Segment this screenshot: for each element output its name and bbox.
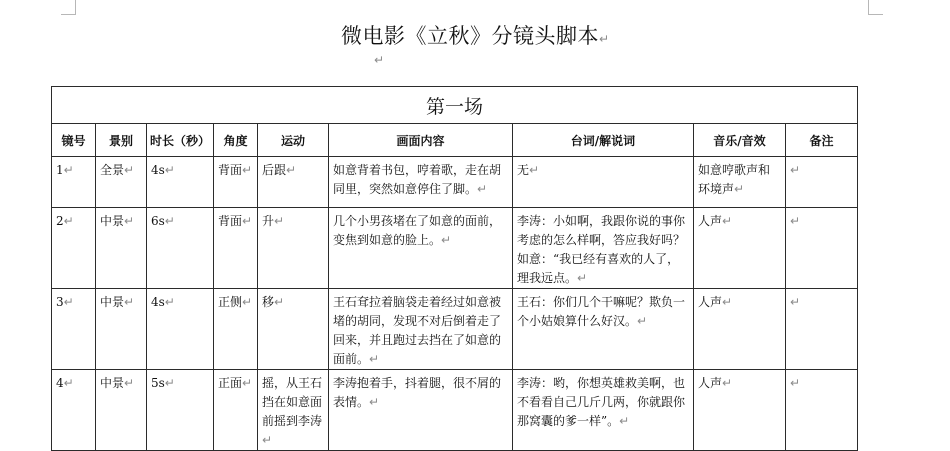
table-cell [96,370,147,451]
table-cell [694,157,786,208]
return-mark-icon: ↵ [124,214,135,228]
cell-text: 3 [56,295,64,309]
cell-text: 正面 [218,376,243,390]
return-mark-icon: ↵ [369,395,380,409]
cell-text: 王石耷拉着脑袋走着经过如意被堵的胡同，发现不对后倒着走了回来，并且跑过去挡在了如意的面前。 [333,295,502,366]
table-cell [214,370,258,451]
return-mark-icon: ↵ [477,182,488,196]
return-mark-icon: ↵ [242,376,253,390]
return-mark-icon: ↵ [124,163,135,177]
storyboard-table [51,86,858,451]
cell-text: 中景 [100,376,125,390]
cell-text: 4s [151,295,165,309]
return-mark-icon: ↵ [722,376,733,390]
cell-text: 人声 [698,376,723,390]
cell-text: 人声 [698,214,723,228]
return-mark-icon: ↵ [242,163,253,177]
table-cell [214,157,258,208]
return-mark-icon: ↵ [369,352,380,366]
cell-text: 移 [262,295,275,309]
table-row [52,208,858,289]
cell-text: 王石：你们几个干嘛呢？欺负一个小姑娘算什么好汉。 [517,295,686,328]
header-cell: 台词/解说词 [513,124,694,157]
table-cell [147,289,214,370]
return-mark-icon: ↵ [722,214,733,228]
table-cell [329,208,513,289]
return-mark-icon: ↵ [63,295,74,309]
cell-text: 背面 [218,163,243,177]
table-cell [694,208,786,289]
cell-text: 李涛：小如啊，我跟你说的事你考虑的怎么样啊，答应我好吗？如意：“我已经有喜欢的人了，理我远点。 [517,214,686,285]
header-cell: 角度 [214,124,258,157]
table-cell [694,370,786,451]
table-cell [513,208,694,289]
header-cell: 镜号 [52,124,96,157]
cell-text: 李涛抱着手，抖着腿，很不屑的表情。 [333,376,502,409]
cell-text: 中景 [100,214,125,228]
cell-text: 后跟 [262,163,287,177]
cell-text: 几个小男孩堵在了如意的面前，变焦到如意的脸上。 [333,214,502,247]
return-mark-icon: ↵ [790,376,801,390]
table-cell [52,208,96,289]
page-corner-mark [61,0,76,15]
cell-text: 背面 [218,214,243,228]
table-cell [214,289,258,370]
return-mark-icon: ↵ [164,163,175,177]
cell-text: 2 [56,214,64,228]
cell-text: 摇，从王石挡在如意面前摇到李涛 [262,376,323,428]
return-mark-icon: ↵ [790,214,801,228]
header-cell: 运动 [258,124,329,157]
title-block [0,20,950,50]
return-mark-icon: ↵ [262,433,273,447]
return-mark-icon: ↵ [164,214,175,228]
header-cell: 音乐/音效 [694,124,786,157]
table-cell [786,370,858,451]
scene-title-row [52,87,858,124]
cell-text: 正侧 [218,295,243,309]
return-mark-icon: ↵ [274,214,285,228]
cell-text: 4 [56,376,64,390]
cell-text: 如意哼歌声和环境声 [698,163,771,196]
return-mark-icon: ↵ [286,163,297,177]
return-mark-icon: ↵ [63,376,74,390]
table-cell [786,289,858,370]
return-mark-icon: ↵ [598,32,610,46]
cell-text: 6s [151,214,165,228]
cell-text: 全景 [100,163,125,177]
return-mark-icon: ↵ [790,295,801,309]
table-cell [258,208,329,289]
table-cell [786,208,858,289]
return-mark-icon: ↵ [274,295,285,309]
header-cell: 时长（秒） [147,124,214,157]
return-mark-icon: ↵ [619,414,630,428]
table-cell [513,370,694,451]
cell-text: 李涛：哟，你想英雄救美啊，也不看看自己几斤几两，你就跟你那窝囊的爹一样”。 [517,376,686,428]
header-cell: 备注 [786,124,858,157]
cell-text: 4s [151,163,165,177]
table-cell [694,289,786,370]
return-mark-icon: ↵ [63,214,74,228]
table-cell [147,157,214,208]
return-mark-icon: ↵ [164,295,175,309]
table-row [52,370,858,451]
table-cell [96,157,147,208]
table-cell [52,157,96,208]
cell-text: 无 [517,163,530,177]
table-row [52,289,858,370]
cell-text: 人声 [698,295,723,309]
table-cell [147,208,214,289]
table-cell [52,289,96,370]
table-cell [96,208,147,289]
return-mark-icon: ↵ [637,314,648,328]
document-title: 微电影《立秋》分镜头脚本 [340,24,599,48]
table-cell [214,208,258,289]
cell-text: 如意背着书包，哼着歌，走在胡同里，突然如意停住了脚。 [333,163,502,196]
table-cell [329,289,513,370]
cell-text: 中景 [100,295,125,309]
return-mark-icon: ↵ [242,214,253,228]
return-mark-icon: ↵ [124,376,135,390]
table-cell [329,157,513,208]
table-cell [786,157,858,208]
cell-text: 升 [262,214,275,228]
return-mark-icon: ↵ [790,163,801,177]
header-cell: 画面内容 [329,124,513,157]
table-cell [258,370,329,451]
return-mark-icon: ↵ [577,271,588,285]
cell-text: 1 [56,163,64,177]
return-mark-icon: ↵ [722,295,733,309]
table-row [52,157,858,208]
return-mark-icon: ↵ [734,182,745,196]
table-cell [52,370,96,451]
table-cell [258,157,329,208]
table-cell [329,370,513,451]
return-mark-icon: ↵ [63,163,74,177]
return-mark-icon: ↵ [242,295,253,309]
header-row [52,124,858,157]
table-cell [147,370,214,451]
return-mark-icon: ↵ [124,295,135,309]
scene-title: 第一场 [52,87,858,124]
cell-text: 5s [151,376,165,390]
table-cell [96,289,147,370]
table-cell [513,157,694,208]
return-mark-icon: ↵ [529,163,540,177]
return-mark-icon: ↵ [374,53,385,67]
page-corner-mark [868,0,883,15]
header-cell: 景别 [96,124,147,157]
return-mark-icon: ↵ [164,376,175,390]
table-cell [258,289,329,370]
table-cell [513,289,694,370]
return-mark-icon: ↵ [441,233,452,247]
